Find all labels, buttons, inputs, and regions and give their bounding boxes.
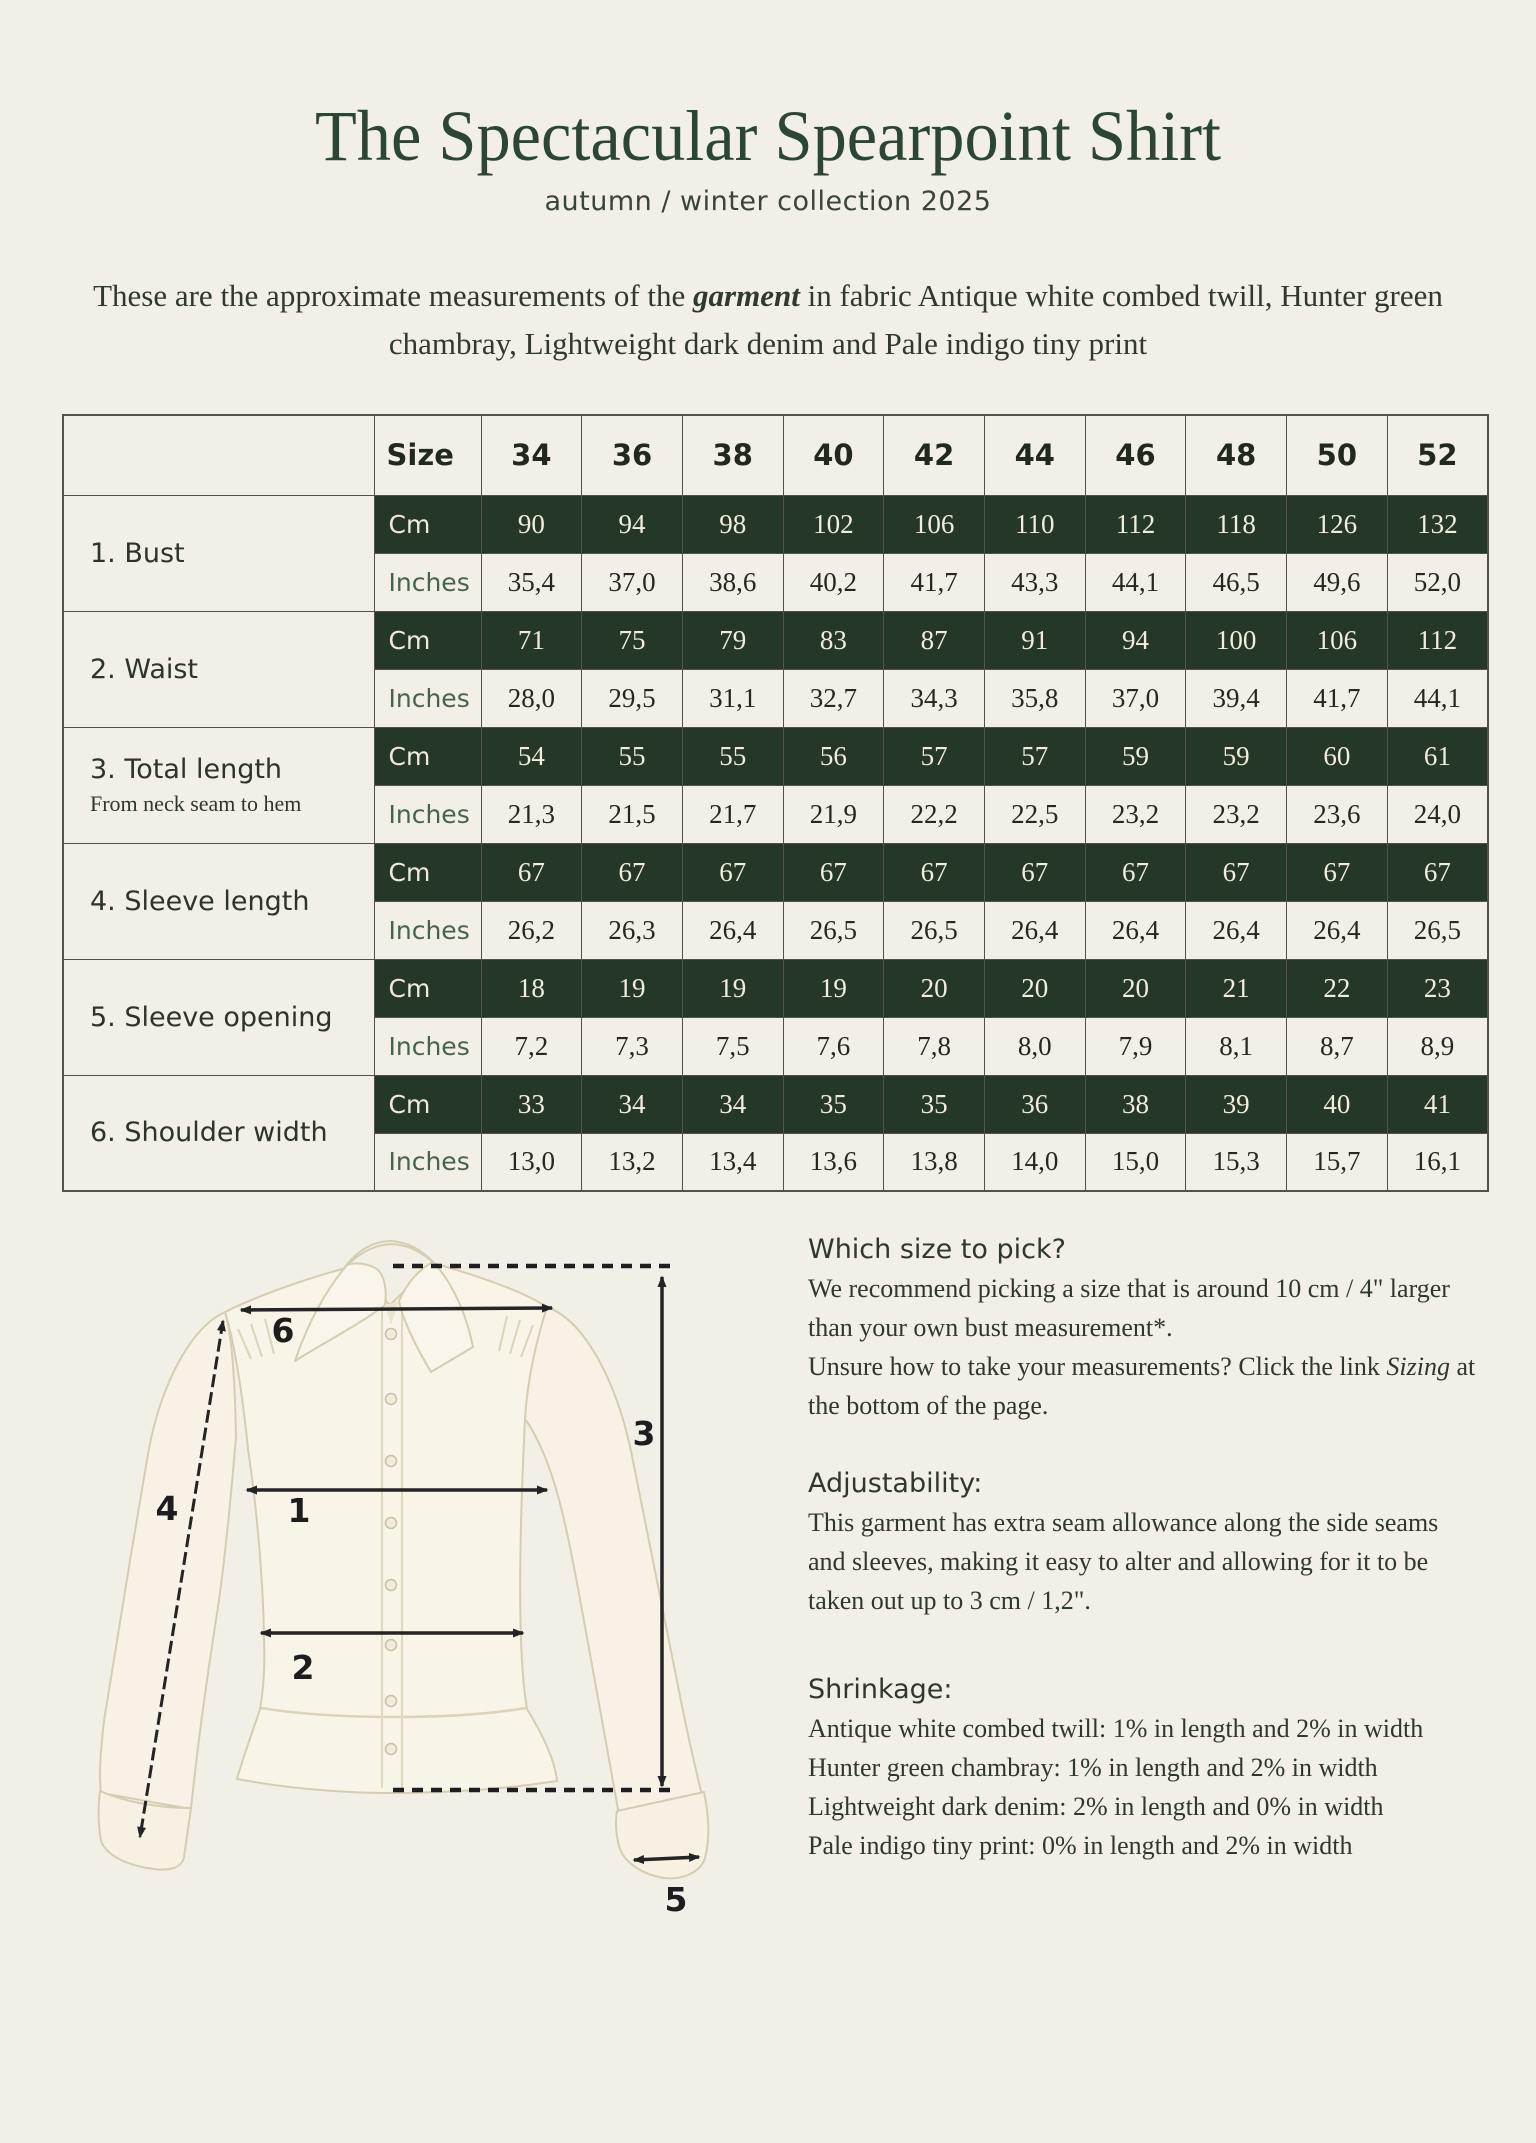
- measurement-note: From neck seam to hem: [90, 790, 302, 816]
- shrinkage-section: [808, 1670, 1480, 1865]
- cm-value-cell: 67: [481, 843, 582, 901]
- unit-cell-cm: Cm: [374, 1075, 481, 1133]
- cm-value-cell: 33: [481, 1075, 582, 1133]
- cm-value-cell: 87: [884, 611, 985, 669]
- cm-value-cell: 41: [1387, 1075, 1488, 1133]
- intro-garment-emphasis: garment: [693, 278, 800, 313]
- cm-value-cell: 54: [481, 727, 582, 785]
- unit-cell-inches: Inches: [374, 1017, 481, 1075]
- adjustability-heading: Adjustability:: [808, 1468, 983, 1499]
- size-column-header: 38: [682, 415, 783, 495]
- marker-bust: 1: [287, 1491, 311, 1530]
- inches-value-cell: 35,8: [984, 669, 1085, 727]
- size-column-header: 42: [884, 415, 985, 495]
- inches-value-cell: 22,2: [884, 785, 985, 843]
- shoulder-width-arrow: [241, 1308, 552, 1310]
- inches-value-cell: 21,7: [682, 785, 783, 843]
- cm-value-cell: 67: [984, 843, 1085, 901]
- measurement-label-cell: [63, 1075, 374, 1191]
- cm-row: [63, 1075, 1488, 1133]
- cm-value-cell: 40: [1287, 1075, 1388, 1133]
- inches-value-cell: 26,2: [481, 901, 582, 959]
- inches-value-cell: 7,3: [582, 1017, 683, 1075]
- size-column-header: 50: [1287, 415, 1388, 495]
- inches-value-cell: 38,6: [682, 553, 783, 611]
- size-column-header: 46: [1085, 415, 1186, 495]
- size-column-header: 36: [582, 415, 683, 495]
- cm-value-cell: 126: [1287, 495, 1388, 553]
- shrinkage-line: Hunter green chambray: 1% in length and 2% in width: [808, 1753, 1378, 1782]
- cm-value-cell: 34: [682, 1075, 783, 1133]
- cm-value-cell: 67: [1186, 843, 1287, 901]
- unit-cell-inches: Inches: [374, 669, 481, 727]
- cm-value-cell: 67: [682, 843, 783, 901]
- inches-value-cell: 21,3: [481, 785, 582, 843]
- cm-value-cell: 19: [783, 959, 884, 1017]
- cm-value-cell: 94: [582, 495, 683, 553]
- cm-row: [63, 959, 1488, 1017]
- inches-value-cell: 8,9: [1387, 1017, 1488, 1075]
- shirt-measurement-diagram: [55, 1209, 715, 2009]
- cm-value-cell: 91: [984, 611, 1085, 669]
- inches-value-cell: 13,2: [582, 1133, 683, 1191]
- cm-value-cell: 67: [1085, 843, 1186, 901]
- inches-value-cell: 26,4: [682, 901, 783, 959]
- inches-value-cell: 13,4: [682, 1133, 783, 1191]
- inches-value-cell: 40,2: [783, 553, 884, 611]
- cm-value-cell: 61: [1387, 727, 1488, 785]
- inches-value-cell: 8,7: [1287, 1017, 1388, 1075]
- bottom-section: [0, 1192, 1536, 2022]
- inches-value-cell: 49,6: [1287, 553, 1388, 611]
- unit-cell-cm: Cm: [374, 495, 481, 553]
- cm-value-cell: 71: [481, 611, 582, 669]
- inches-value-cell: 43,3: [984, 553, 1085, 611]
- cm-value-cell: 79: [682, 611, 783, 669]
- cm-value-cell: 75: [582, 611, 683, 669]
- size-pick-link-line: [808, 1347, 1480, 1425]
- cm-value-cell: 98: [682, 495, 783, 553]
- cm-value-cell: 57: [984, 727, 1085, 785]
- size-pick-link-suffix: at the bottom of the page.: [808, 1352, 1476, 1420]
- page-title: The Spectacular Spearpoint Shirt: [314, 96, 1222, 176]
- sizing-link-reference: Sizing: [1386, 1352, 1450, 1381]
- inches-value-cell: 15,7: [1287, 1133, 1388, 1191]
- inches-value-cell: 26,5: [1387, 901, 1488, 959]
- cm-value-cell: 19: [682, 959, 783, 1017]
- cm-row: [63, 727, 1488, 785]
- intro-text: [48, 272, 1488, 368]
- size-pick-link-prefix: Unsure how to take your measurements? Click the link: [808, 1352, 1387, 1381]
- cm-value-cell: 20: [884, 959, 985, 1017]
- unit-cell-inches: Inches: [374, 901, 481, 959]
- inches-value-cell: 41,7: [1287, 669, 1388, 727]
- cm-value-cell: 57: [884, 727, 985, 785]
- cm-value-cell: 55: [582, 727, 683, 785]
- cm-value-cell: 112: [1085, 495, 1186, 553]
- inches-value-cell: 7,8: [884, 1017, 985, 1075]
- inches-value-cell: 8,0: [984, 1017, 1085, 1075]
- size-pick-section: [808, 1230, 1480, 1425]
- inches-value-cell: 24,0: [1387, 785, 1488, 843]
- empty-header-cell: [63, 415, 374, 495]
- size-header-row: [63, 415, 1488, 495]
- measurement-label-cell: [63, 495, 374, 611]
- inches-value-cell: 21,9: [783, 785, 884, 843]
- cm-value-cell: 18: [481, 959, 582, 1017]
- inches-value-cell: 16,1: [1387, 1133, 1488, 1191]
- inches-value-cell: 15,0: [1085, 1133, 1186, 1191]
- cm-value-cell: 83: [783, 611, 884, 669]
- unit-cell-cm: Cm: [374, 727, 481, 785]
- inches-value-cell: 23,2: [1186, 785, 1287, 843]
- cm-value-cell: 22: [1287, 959, 1388, 1017]
- cm-value-cell: 100: [1186, 611, 1287, 669]
- measurement-label: 3. Total length: [90, 753, 283, 785]
- inches-value-cell: 29,5: [582, 669, 683, 727]
- marker-waist: 2: [291, 1648, 315, 1687]
- inches-value-cell: 8,1: [1186, 1017, 1287, 1075]
- size-column-header: 48: [1186, 415, 1287, 495]
- inches-value-cell: 44,1: [1085, 553, 1186, 611]
- intro-prefix: These are the approximate measurements of the: [93, 278, 694, 313]
- size-header-cell: Size: [374, 415, 481, 495]
- inches-value-cell: 26,4: [1085, 901, 1186, 959]
- measurement-label-cell: [63, 727, 374, 843]
- measurement-label: 5. Sleeve opening: [90, 1001, 333, 1033]
- inches-value-cell: 13,8: [884, 1133, 985, 1191]
- measurement-label: 6. Shoulder width: [90, 1117, 328, 1149]
- unit-cell-cm: Cm: [374, 843, 481, 901]
- intro-suffix: in fabric Antique white combed twill, Hunter green chambray, Lightweight dark denim and Pale indigo tiny print: [388, 278, 1443, 361]
- inches-value-cell: 22,5: [984, 785, 1085, 843]
- inches-value-cell: 21,5: [582, 785, 683, 843]
- inches-value-cell: 7,5: [682, 1017, 783, 1075]
- cm-value-cell: 35: [783, 1075, 884, 1133]
- cm-value-cell: 67: [783, 843, 884, 901]
- cm-value-cell: 34: [582, 1075, 683, 1133]
- inches-value-cell: 39,4: [1186, 669, 1287, 727]
- cm-value-cell: 112: [1387, 611, 1488, 669]
- cm-value-cell: 110: [984, 495, 1085, 553]
- measurement-label-cell: [63, 959, 374, 1075]
- cm-value-cell: 67: [1287, 843, 1388, 901]
- inches-value-cell: 23,2: [1085, 785, 1186, 843]
- unit-cell-inches: Inches: [374, 785, 481, 843]
- cm-value-cell: 94: [1085, 611, 1186, 669]
- cm-value-cell: 56: [783, 727, 884, 785]
- inches-value-cell: 13,0: [481, 1133, 582, 1191]
- unit-cell-inches: Inches: [374, 1133, 481, 1191]
- shrinkage-line: Pale indigo tiny print: 0% in length and 2% in width: [808, 1831, 1353, 1860]
- inches-value-cell: 26,4: [1186, 901, 1287, 959]
- unit-cell-cm: Cm: [374, 959, 481, 1017]
- marker-shoulder-width: 6: [271, 1311, 295, 1350]
- size-column-header: 34: [481, 415, 582, 495]
- size-table: [62, 414, 1489, 1192]
- cm-value-cell: 20: [984, 959, 1085, 1017]
- cm-value-cell: 118: [1186, 495, 1287, 553]
- shrinkage-line: Lightweight dark denim: 2% in length and 0% in width: [808, 1792, 1384, 1821]
- inches-value-cell: 32,7: [783, 669, 884, 727]
- inches-value-cell: 14,0: [984, 1133, 1085, 1191]
- inches-value-cell: 46,5: [1186, 553, 1287, 611]
- inches-value-cell: 37,0: [582, 553, 683, 611]
- inches-value-cell: 34,3: [884, 669, 985, 727]
- cm-value-cell: 67: [884, 843, 985, 901]
- inches-value-cell: 26,5: [884, 901, 985, 959]
- inches-value-cell: 44,1: [1387, 669, 1488, 727]
- inches-value-cell: 13,6: [783, 1133, 884, 1191]
- cm-value-cell: 102: [783, 495, 884, 553]
- size-column-header: 44: [984, 415, 1085, 495]
- cm-value-cell: 90: [481, 495, 582, 553]
- marker-total-length: 3: [632, 1414, 656, 1453]
- shirt-illustration: [99, 1241, 709, 1878]
- cm-value-cell: 35: [884, 1075, 985, 1133]
- inches-value-cell: 28,0: [481, 669, 582, 727]
- size-column-header: 40: [783, 415, 884, 495]
- cm-value-cell: 59: [1085, 727, 1186, 785]
- inches-value-cell: 23,6: [1287, 785, 1388, 843]
- cm-value-cell: 19: [582, 959, 683, 1017]
- shrinkage-heading: Shrinkage:: [808, 1674, 953, 1705]
- inches-value-cell: 26,4: [1287, 901, 1388, 959]
- cm-row: [63, 495, 1488, 553]
- cm-value-cell: 38: [1085, 1075, 1186, 1133]
- cm-value-cell: 20: [1085, 959, 1186, 1017]
- collection-subtitle: autumn / winter collection 2025: [544, 186, 992, 217]
- cm-value-cell: 23: [1387, 959, 1488, 1017]
- marker-sleeve-length: 4: [155, 1489, 179, 1528]
- inches-value-cell: 15,3: [1186, 1133, 1287, 1191]
- inches-value-cell: 41,7: [884, 553, 985, 611]
- cm-value-cell: 106: [884, 495, 985, 553]
- measurement-label-cell: [63, 843, 374, 959]
- measurement-label: 1. Bust: [90, 537, 185, 569]
- cm-value-cell: 60: [1287, 727, 1388, 785]
- cm-value-cell: 67: [582, 843, 683, 901]
- cm-row: [63, 611, 1488, 669]
- size-pick-heading: Which size to pick?: [808, 1234, 1066, 1265]
- cm-value-cell: 36: [984, 1075, 1085, 1133]
- measurement-label: 2. Waist: [90, 653, 199, 685]
- inches-value-cell: 7,2: [481, 1017, 582, 1075]
- marker-sleeve-opening: 5: [664, 1880, 688, 1919]
- cm-row: [63, 843, 1488, 901]
- cm-value-cell: 39: [1186, 1075, 1287, 1133]
- measurement-label-cell: [63, 611, 374, 727]
- inches-value-cell: 37,0: [1085, 669, 1186, 727]
- unit-cell-cm: Cm: [374, 611, 481, 669]
- shrinkage-line: Antique white combed twill: 1% in length and 2% in width: [808, 1714, 1424, 1743]
- adjustability-text: This garment has extra seam allowance along the side seams and sleeves, making it easy to alter and allowing for it to be taken out up to 3 cm / 1,2".: [808, 1508, 1439, 1615]
- inches-value-cell: 26,4: [984, 901, 1085, 959]
- adjustability-section: [808, 1464, 1480, 1620]
- inches-value-cell: 31,1: [682, 669, 783, 727]
- cm-value-cell: 132: [1387, 495, 1488, 553]
- inches-value-cell: 26,5: [783, 901, 884, 959]
- inches-value-cell: 7,9: [1085, 1017, 1186, 1075]
- inches-value-cell: 52,0: [1387, 553, 1488, 611]
- size-column-header: 52: [1387, 415, 1488, 495]
- inches-value-cell: 35,4: [481, 553, 582, 611]
- cm-value-cell: 106: [1287, 611, 1388, 669]
- measurement-label: 4. Sleeve length: [90, 885, 310, 917]
- unit-cell-inches: Inches: [374, 553, 481, 611]
- cm-value-cell: 55: [682, 727, 783, 785]
- size-pick-text: We recommend picking a size that is around 10 cm / 4" larger than your own bust measurement*.: [808, 1274, 1450, 1342]
- cm-value-cell: 59: [1186, 727, 1287, 785]
- inches-value-cell: 7,6: [783, 1017, 884, 1075]
- size-guide-page: [0, 95, 1536, 2143]
- cm-value-cell: 21: [1186, 959, 1287, 1017]
- cm-value-cell: 67: [1387, 843, 1488, 901]
- inches-value-cell: 26,3: [582, 901, 683, 959]
